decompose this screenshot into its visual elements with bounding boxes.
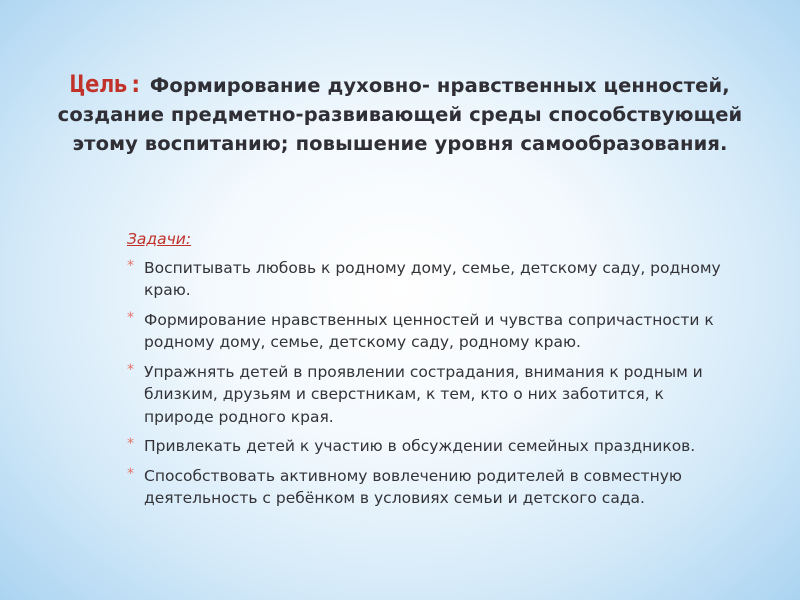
task-text: Способствовать активному вовлечению родителей в совместную деятельность с ребёнком в условиях семьи и детского сада. bbox=[144, 466, 682, 507]
asterisk-bullet-icon: * bbox=[127, 436, 134, 452]
tasks-heading: Задачи: bbox=[127, 230, 192, 248]
slide-title bbox=[40, 70, 760, 158]
list-item bbox=[127, 257, 737, 302]
goal-label: Цель: bbox=[70, 70, 144, 98]
asterisk-bullet-icon: * bbox=[127, 361, 134, 378]
list-item bbox=[127, 309, 737, 354]
asterisk-bullet-icon: * bbox=[127, 465, 134, 482]
asterisk-bullet-icon: * bbox=[127, 257, 134, 274]
task-text: Упражнять детей в проявлении сострадания, внимания к родным и близким, друзьям и сверстникам, к тем, кто о них заботится, к природе родного края. bbox=[144, 362, 703, 426]
list-item bbox=[127, 361, 737, 429]
task-text: Воспитывать любовь к родному дому, семье, детскому саду, родному краю. bbox=[144, 258, 721, 299]
task-list bbox=[127, 257, 737, 510]
task-text: Привлекать детей к участию в обсуждении семейных праздников. bbox=[144, 437, 696, 455]
list-item bbox=[127, 435, 737, 458]
goal-text: Формирование духовно- нравственных ценностей, создание предметно-развивающей среды способствующей этому воспитанию; повышение уровня самообразования. bbox=[57, 74, 743, 155]
list-item bbox=[127, 465, 737, 510]
tasks-section bbox=[127, 228, 737, 517]
task-text: Формирование нравственных ценностей и чувства сопричастности к родному дому, семье, детскому саду, родному краю. bbox=[144, 310, 714, 351]
asterisk-bullet-icon: * bbox=[127, 309, 134, 326]
